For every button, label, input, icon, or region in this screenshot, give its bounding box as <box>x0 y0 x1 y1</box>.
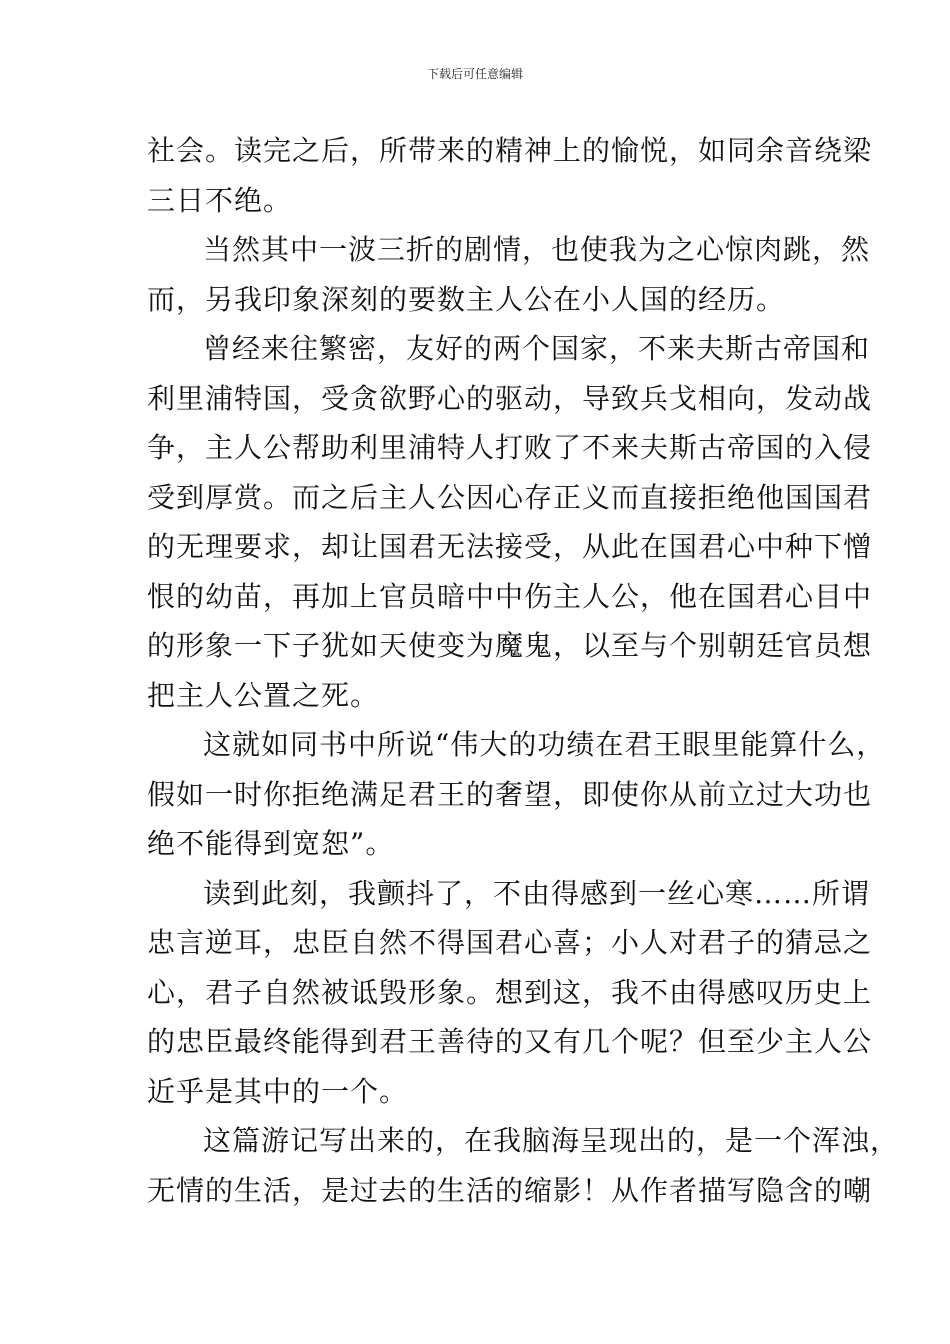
document-body <box>147 126 900 1215</box>
text-line: 的形象一下子犹如天使变为魔鬼，以至与个别朝廷官员想 <box>147 629 873 662</box>
paragraph-start-line: 当然其中一波三折的剧情，也使我为之心惊肉跳，然 <box>203 233 871 266</box>
text-line: 恨的幼苗，再加上官员暗中中伤主人公，他在国君心目中 <box>147 579 873 613</box>
paragraph-start-line: 曾经来往繁密，友好的两个国家，不来夫斯古帝国和 <box>203 332 871 365</box>
page-header: 下载后可任意编辑 <box>426 67 523 81</box>
text-line: 忠言逆耳，忠臣自然不得国君心喜；小人对君子的猜忌之 <box>147 926 873 959</box>
text-line: 利里浦特国，受贪欲野心的驱动，导致兵戈相向，发动战 <box>147 381 873 415</box>
text-line: 近乎是其中的一个。 <box>147 1074 409 1108</box>
text-line: 的无理要求，却让国君无法接受，从此在国君心中种下憎 <box>147 530 873 563</box>
text-line: 而，另我印象深刻的要数主人公在小人国的经历。 <box>147 282 786 316</box>
paragraph-start-line: 这篇游记写出来的，在我脑海呈现出的，是一个浑浊， <box>203 1124 900 1157</box>
text-line: 心，君子自然被诋毁形象。想到这，我不由得感叹历史上 <box>147 975 873 1009</box>
text-line: 把主人公置之死。 <box>147 678 380 712</box>
text-line: 争，主人公帮助利里浦特人打败了不来夫斯古帝国的入侵 <box>147 431 873 464</box>
text-line: 无情的生活，是过去的生活的缩影！从作者描写隐含的嘲 <box>147 1173 873 1207</box>
text-line: 社会。读完之后，所带来的精神上的愉悦，如同余音绕梁 <box>147 134 873 167</box>
text-line: 的忠臣最终能得到君王善待的又有几个呢？但至少主人公 <box>147 1025 873 1058</box>
text-line: 绝不能得到宽恕”。 <box>147 827 395 860</box>
paragraph-start-line: 读到此刻，我颤抖了，不由得感到一丝心寒……所谓 <box>203 876 871 910</box>
text-line: 三日不绝。 <box>147 183 293 217</box>
text-line: 受到厚赏。而之后主人公因心存正义而直接拒绝他国国君 <box>147 480 873 514</box>
text-line: 假如一时你拒绝满足君王的奢望，即使你从前立过大功也 <box>147 777 873 811</box>
paragraph-start-line: 这就如同书中所说“伟大的功绩在君王眼里能算什么， <box>203 728 886 761</box>
